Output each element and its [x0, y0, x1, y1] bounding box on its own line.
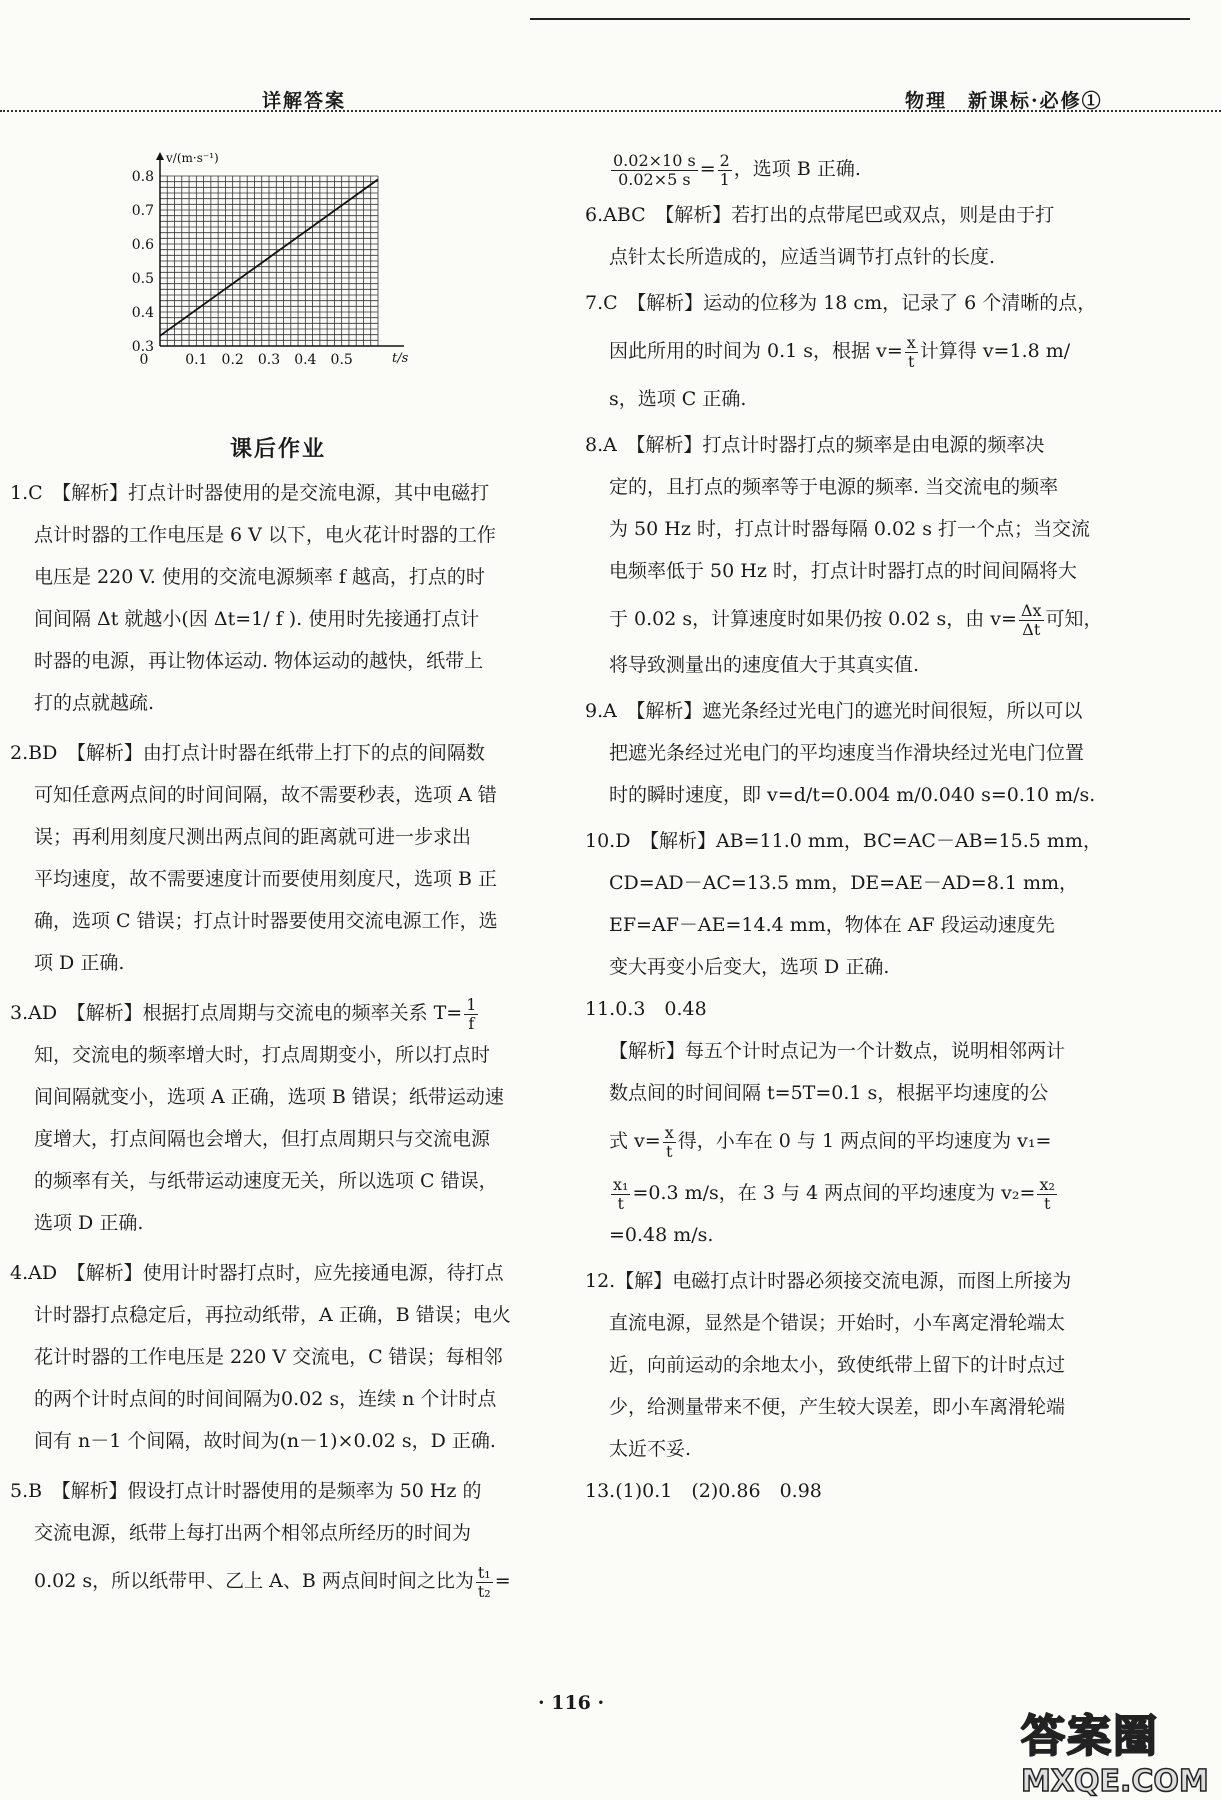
y-tick-label: 0.5	[131, 271, 154, 287]
answer-12-line: 近，向前运动的余地太小，致使纸带上留下的计时点过	[609, 1354, 1066, 1376]
answer-10-line: CD=AD－AC=13.5 mm，DE=AE－AD=8.1 mm，	[609, 872, 1078, 894]
answer-10-line: 10.D 【解析】AB=11.0 mm，BC=AC－AB=15.5 mm，	[585, 830, 1102, 852]
y-tick-label: 0.4	[131, 305, 154, 321]
answer-4-line: 4.AD 【解析】使用计时器打点时，应先接通电源，待打点	[10, 1262, 504, 1284]
answer-1-line: 1.C 【解析】打点计时器使用的是交流电源，其中电磁打	[10, 482, 490, 504]
watermark-main: 答案圈	[1021, 1711, 1159, 1762]
answer-3-line: 知，交流电的频率增大时，打点周期变小，所以打点时	[34, 1044, 491, 1066]
answer-3-line	[10, 992, 550, 1034]
answer-12-line: 少，给测量带来不便，产生较大误差，即小车离滑轮端	[609, 1396, 1066, 1418]
x-tick-label: 0.1	[185, 352, 208, 368]
x-axis-label: t/s	[392, 351, 409, 366]
answer-8-line: 电频率低于 50 Hz 时，打点计时器打点的时间间隔将大	[609, 560, 1077, 582]
y-tick-label: 0.8	[131, 169, 154, 185]
fraction: $\frac{1}{f}$	[466, 994, 477, 1033]
left-column	[10, 472, 550, 1602]
y-axis-arrow	[156, 152, 164, 160]
x-tick-label: 0	[139, 352, 149, 368]
x-tick-label: 0.3	[257, 352, 281, 368]
header-right: 物理 新课标·必修①	[905, 90, 1103, 112]
answer-6-line: 6.ABC 【解析】若打出的点带尾巴或双点，则是由于打	[585, 204, 1055, 226]
answer-9-line: 把遮光条经过光电门的平均速度当作滑块经过光电门位置	[609, 742, 1085, 764]
x-tick-label: 0.5	[330, 352, 353, 368]
answer-2-line: 2.BD 【解析】由打点计时器在纸带上打下的点的间隔数	[10, 742, 485, 764]
answer-6-line: 点针太长所造成的，应适当调节打点针的长度.	[609, 246, 996, 268]
answer-5-line: 交流电源，纸带上每打出两个相邻点所经历的时间为	[34, 1522, 472, 1544]
answer-5-line: 0.02 s，所以纸带甲、乙上 A、B 两点间时间之比为 $\frac{\text{t₁}}{\text{t₂}}$ =	[34, 1562, 511, 1601]
x-tick-label: 0.4	[294, 352, 317, 368]
y-tick-label: 0.3	[131, 339, 154, 355]
answer-4-line: 计时器打点稳定后，再拉动纸带，A 正确，B 错误；电火	[34, 1304, 511, 1326]
answer-7-line: 7.C 【解析】运动的位移为 18 cm，记录了 6 个清晰的点，	[585, 292, 1097, 314]
answer-11-line: $\frac{\text{x₁}}{t}$ =0.3 m/s，在 3 与 4 两点间的平均速度为 v₂= $\frac{\text{x₂}}{t}$	[613, 1174, 1055, 1213]
answer-3-text: 3.AD 【解析】根据打点周期与交流电的频率关系 T=	[10, 1002, 463, 1024]
answer-5-text: 0.02 s，所以纸带甲、乙上 A、B 两点间时间之比为	[34, 1570, 474, 1592]
answer-11-line: 【解析】每五个计时点记为一个计数点，说明相邻两计	[609, 1040, 1066, 1062]
answer-4-line: 的两个计时点间的时间间隔为0.02 s，连续 n 个计时点	[34, 1388, 497, 1410]
answer-11-line: 11.0.3 0.48	[585, 998, 707, 1020]
y-tick-label: 0.6	[131, 237, 154, 253]
answer-8-line: 将导致测量出的速度值大于其真实值.	[609, 654, 920, 676]
answer-10-line: 变大再变小后变大，选项 D 正确.	[609, 956, 890, 978]
answer-2-line: 项 D 正确.	[34, 952, 125, 974]
answer-8-line: 于 0.02 s，计算速度时如果仍按 0.02 s，由 v= $\frac{\Delta x}{\Delta t}$ 可知，	[609, 600, 1103, 639]
fraction: $\frac{\Delta x}{\Delta t}$	[1020, 600, 1042, 639]
answer-1-line: 电压是 220 V. 使用的交流电源频率 f 越高，打点的时	[34, 566, 485, 588]
fraction: $\frac{x}{t}$	[664, 1122, 674, 1161]
answer-9-line: 9.A 【解析】遮光条经过光电门的遮光时间很短，所以可以	[585, 700, 1083, 722]
answer-3-line: 的频率有关，与纸带运动速度无关，所以选项 C 错误，	[34, 1170, 498, 1192]
top-rule	[530, 18, 1190, 20]
answer-12-line: 太近不妥.	[609, 1438, 692, 1460]
fraction: $\frac{\text{x₁}}{t}$	[613, 1174, 629, 1213]
answer-5-line: 5.B 【解析】假设打点计时器使用的是频率为 50 Hz 的	[10, 1480, 482, 1502]
y-axis-label: v/(m·s⁻¹)	[166, 151, 219, 165]
answer-3-line: 度增大，打点间隔也会增大，但打点周期只与交流电源	[34, 1128, 491, 1150]
answer-1-line: 点计时器的工作电压是 6 V 以下，电火花计时器的工作	[34, 524, 496, 546]
fraction: $\frac{x}{t}$	[906, 332, 916, 371]
answer-5-continuation: $\frac{0.02\times 10 s}{0.02\times 5 s}$ = $\frac{2}{1}$ ，选项 B 正确.	[613, 150, 861, 189]
answer-11-line: =0.48 m/s.	[609, 1224, 714, 1246]
section-title: 课后作业	[230, 436, 327, 462]
answer-8-line: 定的，且打点的频率等于电源的频率. 当交流电的频率	[609, 476, 1059, 498]
right-column	[585, 148, 1185, 1512]
answer-1-line: 间间隔 Δt 就越小(因 Δt=1/ f ). 使用时先接通打点计	[34, 608, 480, 630]
answer-8-line: 为 50 Hz 时，打点计时器每隔 0.02 s 打一个点；当交流	[609, 518, 1091, 540]
answer-7-line: s，选项 C 正确.	[609, 388, 747, 410]
answer-2-line: 可知任意两点间的时间间隔，故不需要秒表，选项 A 错	[34, 784, 497, 806]
answer-11-line: 式 v= $\frac{x}{t}$ 得，小车在 0 与 1 两点间的平均速度为 v₁=	[609, 1122, 1052, 1161]
watermark-sub: MXQE.COM	[1021, 1764, 1209, 1799]
answer-12-line: 12.【解】电磁打点计时器必须接交流电源，而图上所接为	[585, 1270, 1072, 1292]
answer-2-line: 平均速度，故不需要速度计而要使用刻度尺，选项 B 正	[34, 868, 498, 890]
fraction: $\frac{0.02\times 10 s}{0.02\times 5 s}$	[613, 150, 696, 189]
answer-11-line: 数点间的时间间隔 t=5T=0.1 s，根据平均速度的公	[609, 1082, 1049, 1104]
answer-13-line: 13.(1)0.1 (2)0.86 0.98	[585, 1480, 822, 1502]
answer-2-line: 误；再利用刻度尺测出两点间的距离就可进一步求出	[34, 826, 472, 848]
velocity-time-chart	[130, 150, 420, 410]
page-number: · 116 ·	[538, 1692, 605, 1714]
x-tick-label: 0.2	[221, 352, 244, 368]
fraction: $\frac{\text{t₁}}{\text{t₂}}$	[477, 1562, 491, 1601]
answer-1-line: 打的点就越疏.	[34, 692, 155, 714]
answer-9-line: 时的瞬时速度，即 v=d/t=0.004 m/0.040 s=0.10 m/s.	[609, 784, 1096, 806]
header-left: 详解答案	[262, 90, 347, 112]
fraction: $\frac{2}{1}$	[719, 150, 730, 189]
answer-12-line: 直流电源，显然是个错误；开始时，小车离定滑轮端太	[609, 1312, 1066, 1334]
answer-1-line: 时器的电源，再让物体运动. 物体运动的越快，纸带上	[34, 650, 484, 672]
answer-4-line: 间有 n－1 个间隔，故时间为(n－1)×0.02 s，D 正确.	[34, 1430, 496, 1452]
y-tick-label: 0.7	[131, 203, 154, 219]
answer-8-line: 8.A 【解析】打点计时器打点的频率是由电源的频率决	[585, 434, 1045, 456]
fraction: $\frac{\text{x₂}}{t}$	[1039, 1174, 1055, 1213]
answer-2-line: 确，选项 C 错误；打点计时器要使用交流电源工作，选	[34, 910, 498, 932]
answer-4-line: 花计时器的工作电压是 220 V 交流电，C 错误；每相邻	[34, 1346, 503, 1368]
header-divider	[0, 110, 1221, 112]
answer-7-line: 因此所用的时间为 0.1 s，根据 v= $\frac{x}{t}$ 计算得 v=1.8 m/	[609, 332, 1071, 371]
answer-3-line: 间间隔就变小，选项 A 正确，选项 B 错误；纸带运动速	[34, 1086, 504, 1108]
answer-10-line: EF=AF－AE=14.4 mm，物体在 AF 段运动速度先	[609, 914, 1055, 936]
watermark-logo	[1021, 1700, 1209, 1799]
answer-3-line: 选项 D 正确.	[34, 1212, 144, 1234]
